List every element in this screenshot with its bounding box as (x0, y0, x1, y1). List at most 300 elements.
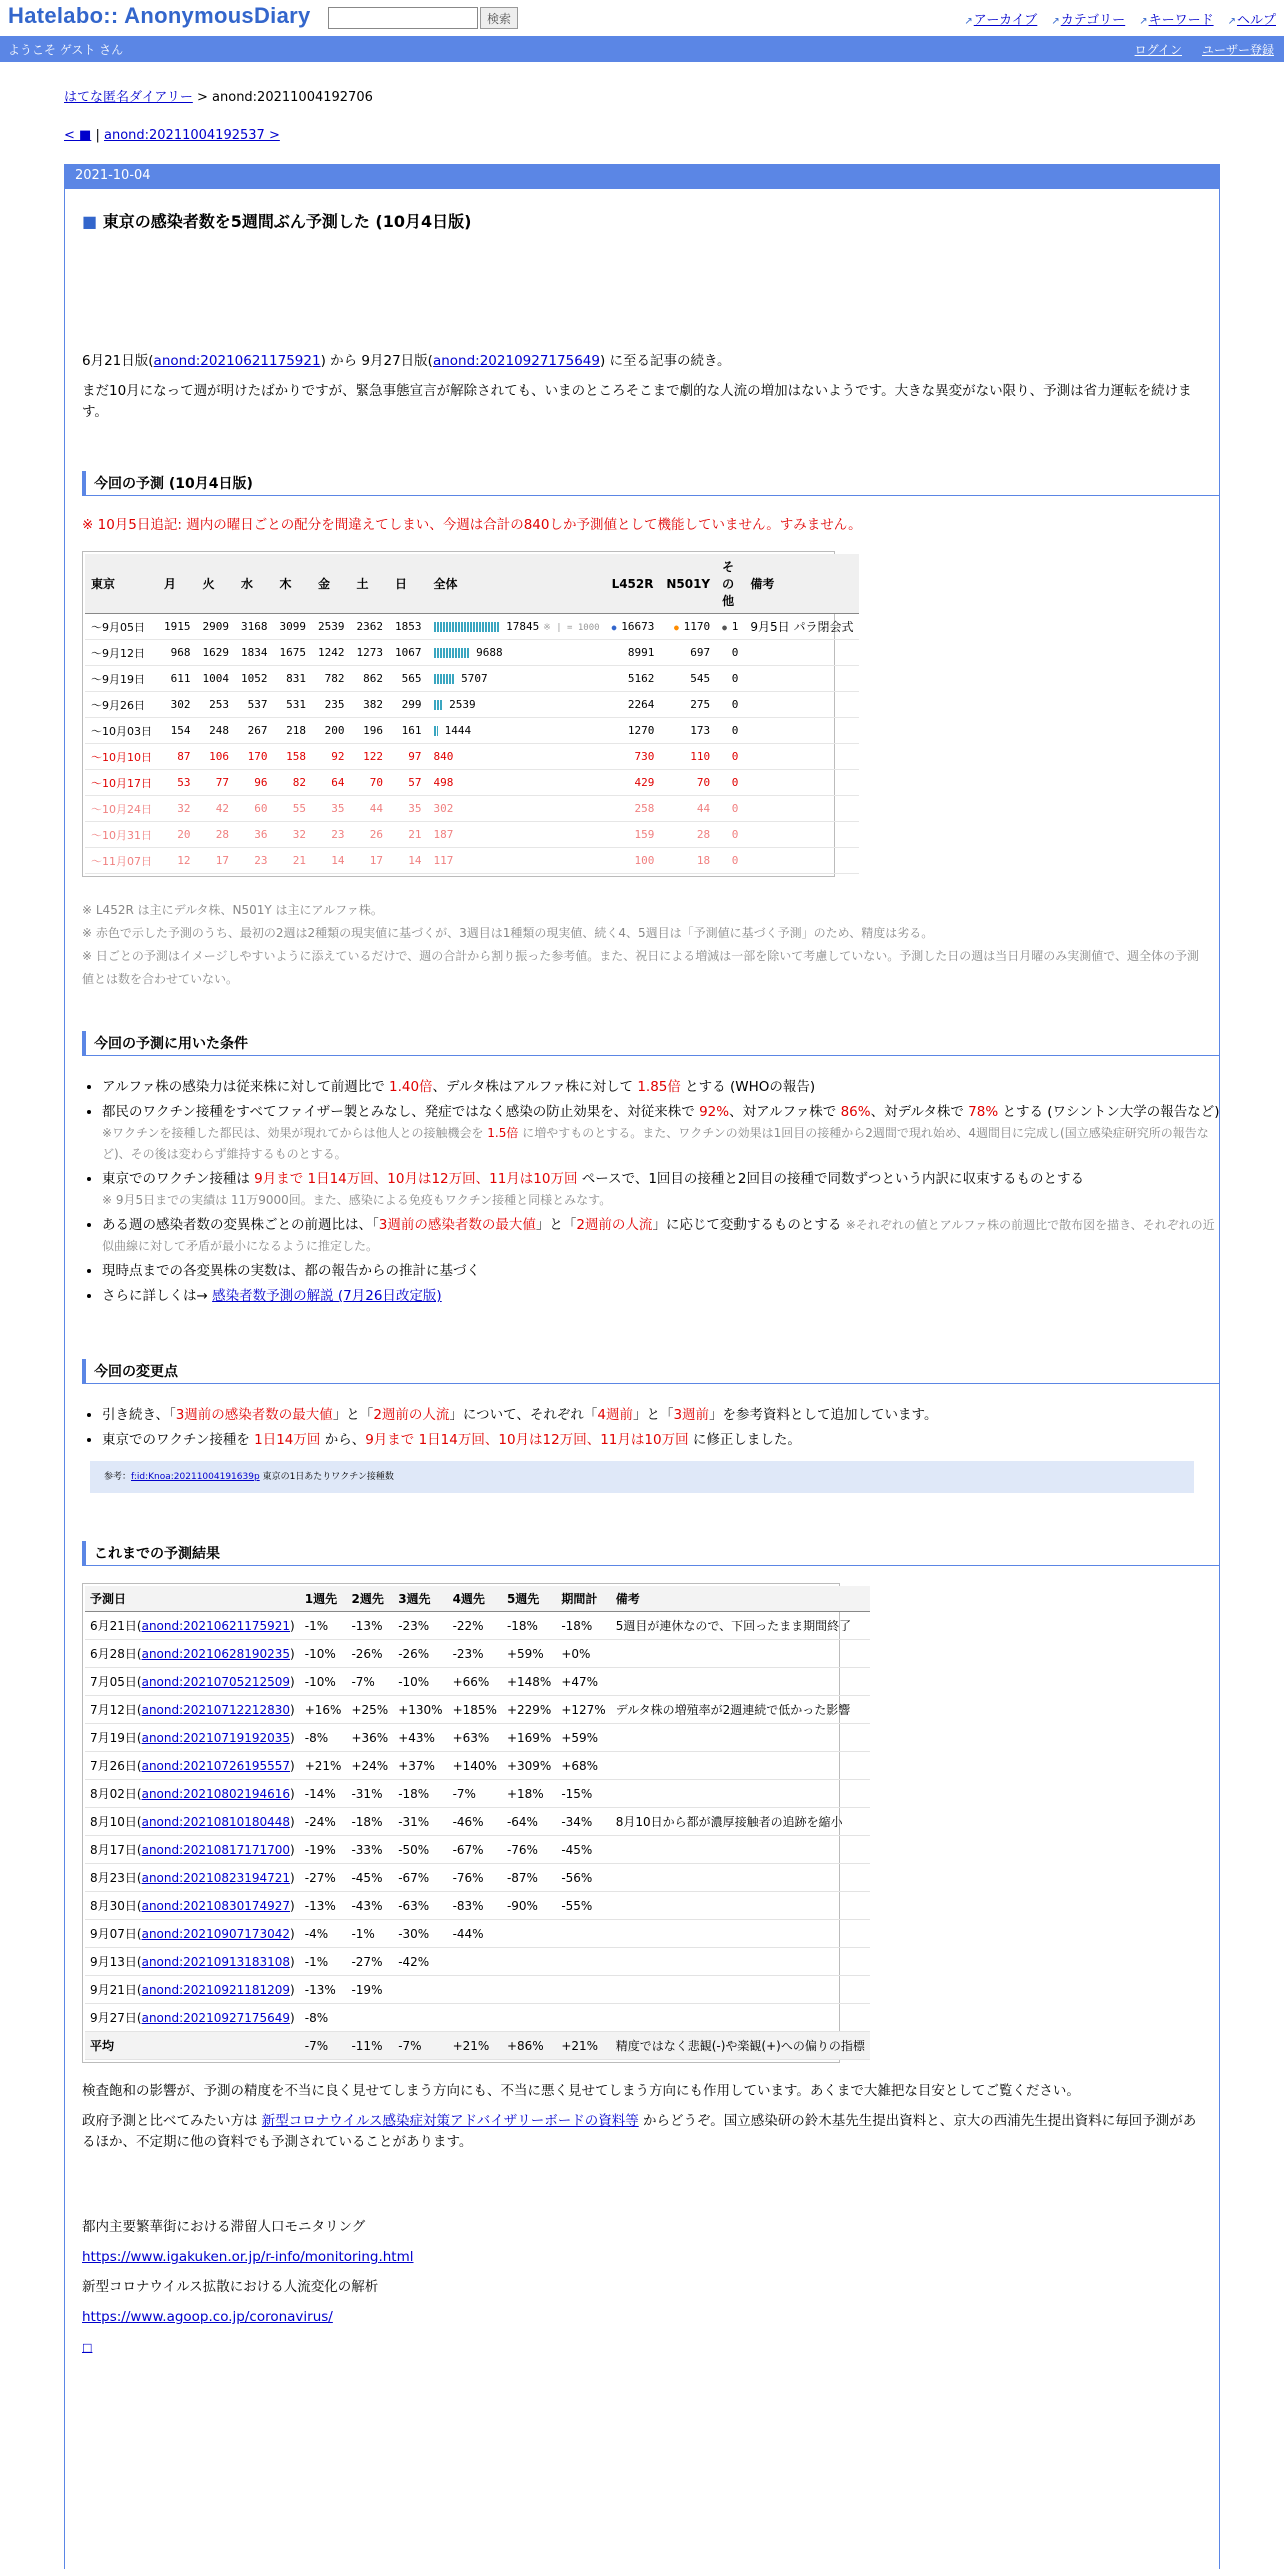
forecast-variant-cell: 275 (660, 692, 716, 718)
forecast-week-label: ～10月03日 (85, 718, 158, 744)
results-value (393, 1976, 447, 2004)
results-average-value: +21% (448, 2032, 502, 2060)
results-row: 9月27日(anond:20210927175649) -8% (85, 2004, 870, 2032)
results-header-cell: 備考 (611, 1586, 870, 1612)
forecast-day-value: 831 (274, 666, 313, 692)
forecast-header-cell: 木 (274, 554, 313, 614)
results-value: +127% (556, 1696, 610, 1724)
forecast-table-wrap (82, 551, 854, 877)
forecast-day-value: 161 (389, 718, 428, 744)
forecast-variant-cell: 8991 (606, 640, 661, 666)
results-value: -26% (346, 1640, 393, 1668)
results-row: 8月23日(anond:20210823194721) -27% -45% -67% -76% -87% -56% (85, 1864, 870, 1892)
results-row: 6月21日(anond:20210621175921) -1% -13% -23% -22% -18% -18% 5週目が連休なので、下回ったまま期間終了 (85, 1612, 870, 1640)
forecast-day-value: 154 (158, 718, 197, 744)
reference-image-link[interactable]: f:id:Knoa:20211004191639p (131, 1472, 260, 1482)
results-value: -27% (300, 1864, 347, 1892)
forecast-header-cell: 火 (197, 554, 236, 614)
forecast-header-cell: 備考 (744, 554, 859, 614)
forecast-week-label: ～10月10日 (85, 744, 158, 770)
forecast-header-cell: その他 (716, 554, 744, 614)
results-value (556, 1976, 610, 2004)
results-value: -7% (448, 1780, 502, 1808)
forecast-header-cell: L452R (606, 554, 661, 614)
results-table-wrap (82, 1583, 865, 2063)
forecast-day-value: 44 (351, 796, 390, 822)
explanation-link[interactable]: 感染者数予測の解説 (7月26日改定版) (212, 1288, 442, 1304)
help-link[interactable]: ↗ ヘルプ (1228, 13, 1276, 28)
forecast-header-cell: 東京 (85, 554, 158, 614)
forecast-variant-cell: 5162 (606, 666, 661, 692)
forecast-day-value: 1004 (197, 666, 236, 692)
results-row: 8月30日(anond:20210830174927) -13% -43% -63% -83% -90% -55% (85, 1892, 870, 1920)
results-value: -33% (346, 1836, 393, 1864)
search-button[interactable]: 検索 (480, 7, 518, 29)
forecast-day-value: 57 (389, 770, 428, 796)
results-value: -23% (448, 1640, 502, 1668)
breadcrumb-home[interactable]: はてな匿名ダイアリー (64, 90, 193, 105)
forecast-day-value: 17 (351, 848, 390, 874)
forecast-day-value: 35 (312, 796, 351, 822)
forecast-total-value: 1444 (444, 724, 472, 737)
results-post-link[interactable]: anond:20210712212830 (141, 1703, 291, 1717)
forecast-day-value: 565 (389, 666, 428, 692)
results-value: -1% (300, 1948, 347, 1976)
forecast-day-value: 200 (312, 718, 351, 744)
results-row: 7月12日(anond:20210712212830) +16% +25% +130% +185% +229% +127% デルタ株の増殖率が2週連続で低かった影響 (85, 1696, 870, 1724)
forecast-memo (744, 718, 859, 744)
forecast-day-value: 382 (351, 692, 390, 718)
forecast-day-value: 1915 (158, 614, 197, 640)
forecast-day-value: 21 (389, 822, 428, 848)
results-memo: デルタ株の増殖率が2週連続で低かった影響 (611, 1696, 870, 1724)
results-value: +229% (502, 1696, 556, 1724)
results-post-link[interactable]: anond:20210830174927 (141, 1899, 291, 1913)
variant-dot-icon: ● (611, 623, 622, 632)
forecast-total-cell (428, 640, 606, 666)
results-value: -50% (393, 1836, 447, 1864)
results-row: 6月28日(anond:20210628190235) -10% -26% -26% -23% +59% +0% (85, 1640, 870, 1668)
post-title-mark[interactable]: ■ (82, 212, 98, 231)
forecast-day-value: 196 (351, 718, 390, 744)
results-value: -10% (393, 1668, 447, 1696)
forecast-day-value: 782 (312, 666, 351, 692)
results-value: -55% (556, 1892, 610, 1920)
forecast-day-value: 20 (158, 822, 197, 848)
forecast-day-value: 92 (312, 744, 351, 770)
conditions-list (82, 1077, 1222, 1311)
results-value: -13% (300, 1892, 347, 1920)
forecast-memo (744, 666, 859, 692)
results-value: +148% (502, 1668, 556, 1696)
results-memo (611, 1948, 870, 1976)
results-value (393, 2004, 447, 2032)
welcome-text: ようこそ ゲスト さん (8, 43, 124, 57)
forecast-day-value: 14 (389, 848, 428, 874)
forecast-variant-cell: 70 (660, 770, 716, 796)
results-value: +21% (300, 1752, 347, 1780)
results-value: -13% (346, 1612, 393, 1640)
forecast-day-value: 64 (312, 770, 351, 796)
forecast-variant-cell: 0 (716, 770, 744, 796)
results-value: -18% (502, 1612, 556, 1640)
forecast-header-cell: 全体 (428, 554, 606, 614)
forecast-day-value: 1853 (389, 614, 428, 640)
forecast-variant-cell: 1270 (606, 718, 661, 744)
forecast-variant-cell: ● 1170 (660, 614, 716, 640)
results-post-link[interactable]: anond:20210705212509 (141, 1675, 291, 1689)
results-post-link[interactable]: anond:20210621175921 (141, 1619, 291, 1633)
results-post-link[interactable]: anond:20210907173042 (141, 1927, 291, 1941)
forecast-day-value: 32 (158, 796, 197, 822)
change-item: • 東京でのワクチン接種を 1日14万回 から、9月まで 1日14万回、10月は12万回、11月は10万回 に修正しました。 (102, 1430, 1222, 1451)
forecast-day-value: 35 (389, 796, 428, 822)
results-row: 7月05日(anond:20210705212509) -10% -7% -10% +66% +148% +47% (85, 1668, 870, 1696)
forecast-row (85, 692, 859, 718)
bar-scale-note: ※ | = 1000 (543, 623, 600, 633)
results-value: -14% (300, 1780, 347, 1808)
results-value (502, 1920, 556, 1948)
results-value: +68% (556, 1752, 610, 1780)
results-header-cell: 5週先 (502, 1586, 556, 1612)
forecast-row (85, 718, 859, 744)
results-value: -30% (393, 1920, 447, 1948)
condition-item: • アルファ株の感染力は従来株に対して前週比で 1.40倍、デルタ株はアルファ株に対して 1.85倍 とする (WHOの報告) (102, 1077, 1222, 1098)
forecast-day-value: 42 (197, 796, 236, 822)
results-value: -7% (346, 1668, 393, 1696)
welcome-bar (0, 36, 1284, 62)
agoop-link[interactable]: https://www.agoop.co.jp/coronavirus/ (82, 2309, 333, 2325)
forecast-day-value: 36 (235, 822, 274, 848)
forecast-day-value: 1242 (312, 640, 351, 666)
results-value: +18% (502, 1780, 556, 1808)
results-row: 8月02日(anond:20210802194616) -14% -31% -18% -7% +18% -15% (85, 1780, 870, 1808)
post-title-text: 東京の感染者数を5週間ぶん予測した (10月4日版) (102, 212, 472, 231)
results-value: -24% (300, 1808, 347, 1836)
results-row: 7月26日(anond:20210726195557) +21% +24% +37% +140% +309% +68% (85, 1752, 870, 1780)
forecast-day-value: 96 (235, 770, 274, 796)
results-value (448, 1976, 502, 2004)
forecast-day-value: 170 (235, 744, 274, 770)
results-value (502, 2004, 556, 2032)
results-row: 7月19日(anond:20210719192035) -8% +36% +43% +63% +169% +59% (85, 1724, 870, 1752)
forecast-day-value: 23 (235, 848, 274, 874)
intro-paragraph-1: 6月21日版(anond:20210621175921) から 9月27日版(anond:20210927175649) に至る記事の続き。 (82, 353, 731, 369)
footer-text-2: 新型コロナウイルス拡散における人流変化の解析 (82, 2279, 379, 2295)
forecast-variant-cell: 2264 (606, 692, 661, 718)
forecast-day-value: 28 (197, 822, 236, 848)
results-post-link[interactable]: anond:20210802194616 (141, 1787, 291, 1801)
results-value: +47% (556, 1668, 610, 1696)
results-value: +59% (502, 1640, 556, 1668)
forecast-variant-cell: 697 (660, 640, 716, 666)
prev-next-nav (64, 128, 280, 143)
forecast-header-cell: 土 (351, 554, 390, 614)
results-value (448, 1948, 502, 1976)
site-logo[interactable]: Hatelabo:: AnonymousDiary (8, 3, 311, 28)
forecast-variant-cell: 28 (660, 822, 716, 848)
forecast-variant-cell: 429 (606, 770, 661, 796)
results-average-value: +21% (556, 2032, 610, 2060)
forecast-variant-cell: 0 (716, 640, 744, 666)
forecast-day-value: 23 (312, 822, 351, 848)
forecast-total-value: 17845 (506, 620, 540, 633)
results-average-memo: 精度ではなく悲観(-)や楽観(+)への偏りの指標 (611, 2032, 870, 2060)
forecast-total-value: 117 (433, 854, 454, 867)
results-value: -19% (346, 1976, 393, 2004)
forecast-total-cell (428, 744, 606, 770)
results-value: -43% (346, 1892, 393, 1920)
results-value (448, 2004, 502, 2032)
forecast-day-value: 2362 (351, 614, 390, 640)
keyword-link[interactable]: ↗ キーワード (1139, 13, 1213, 28)
results-post-link[interactable]: anond:20210823194721 (141, 1871, 291, 1885)
results-memo (611, 1668, 870, 1696)
login-link[interactable]: ログイン (1134, 43, 1182, 57)
forecast-variant-cell: ● 16673 (606, 614, 661, 640)
forecast-day-value: 267 (235, 718, 274, 744)
results-value: -22% (448, 1612, 502, 1640)
results-value: +0% (556, 1640, 610, 1668)
forecast-week-label: ～10月31日 (85, 822, 158, 848)
forecast-day-value: 253 (197, 692, 236, 718)
results-row: 9月21日(anond:20210921181209) -13% -19% (85, 1976, 870, 2004)
results-value: -10% (300, 1640, 347, 1668)
results-value: -44% (448, 1920, 502, 1948)
forecast-day-value: 26 (351, 822, 390, 848)
government-forecast-paragraph: 政府予測と比べてみたい方は 新型コロナウイルス感染症対策アドバイザリーボードの資料等 からどうぞ。国立感染研の鈴木基先生提出資料と、京大の西浦先生提出資料に毎回予測があるほか、不定期に他の資料でも予測されていることがあります。 (82, 2113, 1197, 2150)
forecast-day-value: 77 (197, 770, 236, 796)
forecast-day-value: 2909 (197, 614, 236, 640)
intro-paragraph-2: まだ10月になって週が明けたばかりですが、緊急事態宣言が解除されても、いまのところそこまで劇的な人流の増加はないようです。大きな異変がない限り、予測は省力運転を続けます。 (82, 383, 1192, 420)
next-link[interactable]: anond:20211004192537 > (103, 128, 280, 143)
forecast-day-value: 537 (235, 692, 274, 718)
forecast-memo (744, 744, 859, 770)
results-value (556, 2004, 610, 2032)
results-value: -63% (393, 1892, 447, 1920)
breadcrumb-sep: > (196, 90, 208, 105)
forecast-variant-cell: 100 (606, 848, 661, 874)
results-value: -67% (448, 1836, 502, 1864)
forecast-variant-cell: 0 (716, 718, 744, 744)
results-value: +169% (502, 1724, 556, 1752)
forecast-memo: 9月5日 パラ閉会式 (744, 614, 859, 640)
condition-item: • 都民のワクチン接種をすべてファイザー製とみなし、発症ではなく感染の防止効果を、対従来株で 92%、対アルファ株で 86%、対デルタ株で 78% とする (ワシントン大学の報告など) ※ワクチンを接種した都民は、効果が現れてからは他人との接触機会を 1.5倍 に増やすものとする。また、ワクチンの効果は1回目の接種から2週間で現れ始め、4週間目に完成し(国立感染症研究所の報告など)、その後は変わらず維持するものとする。 (102, 1102, 1222, 1165)
forecast-header-cell: 水 (235, 554, 274, 614)
results-value: -18% (346, 1808, 393, 1836)
results-memo (611, 1724, 870, 1752)
results-value: +24% (346, 1752, 393, 1780)
results-table (85, 1586, 870, 2060)
forecast-variant-cell: 0 (716, 744, 744, 770)
results-header-cell: 予測日 (85, 1586, 300, 1612)
results-post-link[interactable]: anond:20210817171700 (141, 1843, 291, 1857)
results-value: -46% (448, 1808, 502, 1836)
forecast-total-value: 187 (433, 828, 454, 841)
forecast-memo (744, 770, 859, 796)
results-memo (611, 1836, 870, 1864)
forecast-day-value: 235 (312, 692, 351, 718)
intro-link-0621[interactable]: anond:20210621175921 (153, 353, 321, 369)
breadcrumb (64, 86, 373, 105)
forecast-header-cell: N501Y (660, 554, 716, 614)
forecast-day-value: 106 (197, 744, 236, 770)
section-changes-title: 今回の変更点 (82, 1359, 1220, 1384)
forecast-header-cell: 金 (312, 554, 351, 614)
results-value: -26% (393, 1640, 447, 1668)
changes-list (82, 1405, 1222, 1455)
top-bar (0, 0, 1284, 36)
results-post-link[interactable]: anond:20210927175649 (141, 2011, 291, 2025)
forecast-memo (744, 796, 859, 822)
forecast-day-value: 218 (274, 718, 313, 744)
results-value: -34% (556, 1808, 610, 1836)
results-value: -76% (502, 1836, 556, 1864)
section-conditions-title: 今回の予測に用いた条件 (82, 1031, 1220, 1056)
forecast-total-cell (428, 822, 606, 848)
results-value: -13% (300, 1976, 347, 2004)
condition-item: • 東京でのワクチン接種は 9月まで 1日14万回、10月は12万回、11月は10万回 ペースで、1回目の接種と2回目の接種で同数ずつという内訳に収束するものとする ※ 9月5日までの実績は 11万9000回。また、感染による免疫もワクチン接種と同様とみなす。 (102, 1169, 1222, 1211)
forecast-week-label: ～10月24日 (85, 796, 158, 822)
forecast-total-value: 5707 (461, 672, 488, 685)
register-link[interactable]: ユーザー登録 (1201, 43, 1274, 57)
results-memo (611, 1920, 870, 1948)
forecast-bar (434, 726, 439, 736)
results-post-link[interactable]: anond:20210921181209 (141, 1983, 291, 1997)
forecast-day-value: 87 (158, 744, 197, 770)
results-value: -64% (502, 1808, 556, 1836)
forecast-day-value: 248 (197, 718, 236, 744)
igakuken-link[interactable]: https://www.igakuken.or.jp/r-info/monitoring.html (82, 2249, 414, 2265)
condition-item: • さらに詳しくは→ 感染者数予測の解説 (7月26日改定版) (102, 1286, 1222, 1307)
results-value: +130% (393, 1696, 447, 1724)
results-memo (611, 2004, 870, 2032)
results-post-link[interactable]: anond:20210628190235 (141, 1647, 291, 1661)
results-value: -67% (393, 1864, 447, 1892)
results-memo (611, 1976, 870, 2004)
results-average-value: +86% (502, 2032, 556, 2060)
forecast-day-value: 82 (274, 770, 313, 796)
archive-link[interactable]: ↗ アーカイブ (964, 13, 1037, 28)
forecast-note-2: ※ 赤色で示した予測のうち、最初の2週は2種類の現実値に基づくが、3週目は1種類の現実値、続く4、5週目は「予測値に基づく予測」のため、精度は劣る。 (82, 926, 934, 940)
reference-box: 参考：f:id:Knoa:20211004191639p 東京の1日あたりワクチン接種数 (90, 1461, 1194, 1493)
search-input[interactable] (328, 7, 478, 29)
forecast-week-label: ～9月05日 (85, 614, 158, 640)
forecast-total-cell (428, 692, 606, 718)
results-value: +25% (346, 1696, 393, 1724)
forecast-memo (744, 640, 859, 666)
forecast-day-value: 3168 (235, 614, 274, 640)
results-value: -45% (346, 1864, 393, 1892)
results-average-value: -7% (300, 2032, 347, 2060)
section-results-title: これまでの予測結果 (82, 1541, 1220, 1566)
results-note: 検査飽和の影響が、予測の精度を不当に良く見せてしまう方向にも、不当に悪く見せてしまう方向にも作用しています。あくまで大雑把な目安としてご覧ください。 (82, 2083, 1080, 2099)
results-value: -18% (556, 1612, 610, 1640)
forecast-day-value: 21 (274, 848, 313, 874)
forecast-day-value: 17 (197, 848, 236, 874)
results-value (502, 1948, 556, 1976)
results-memo (611, 1864, 870, 1892)
results-value: -19% (300, 1836, 347, 1864)
results-value: -1% (300, 1612, 347, 1640)
results-header-cell: 1週先 (300, 1586, 347, 1612)
results-memo: 8月10日から都が濃厚接触者の追跡を縮小 (611, 1808, 870, 1836)
post-permalink-mark[interactable]: □ (82, 2341, 93, 2354)
results-post-link[interactable]: anond:20210726195557 (141, 1759, 291, 1773)
section-forecast-title: 今回の予測 (10月4日版) (82, 471, 1220, 496)
forecast-day-value: 97 (389, 744, 428, 770)
forecast-total-cell (428, 848, 606, 874)
results-row: 9月13日(anond:20210913183108) -1% -27% -42% (85, 1948, 870, 1976)
results-value: -87% (502, 1864, 556, 1892)
results-value: -1% (346, 1920, 393, 1948)
results-value: -31% (393, 1808, 447, 1836)
forecast-day-value: 968 (158, 640, 197, 666)
results-value: +309% (502, 1752, 556, 1780)
top-links (950, 9, 1276, 28)
results-value: -45% (556, 1836, 610, 1864)
day-section (64, 164, 1220, 2569)
results-header-cell: 2週先 (346, 1586, 393, 1612)
results-row: 8月17日(anond:20210817171700) -19% -33% -50% -67% -76% -45% (85, 1836, 870, 1864)
footer-text-1: 都内主要繁華街における滞留人口モニタリング (82, 2219, 366, 2235)
post-title (82, 209, 471, 232)
forecast-variant-cell: 18 (660, 848, 716, 874)
forecast-variant-cell: 545 (660, 666, 716, 692)
intro-link-0927[interactable]: anond:20210927175649 (432, 353, 600, 369)
results-post-link[interactable]: anond:20210913183108 (141, 1955, 291, 1969)
breadcrumb-current: anond:20211004192706 (212, 90, 373, 105)
correction-note: ※ 10月5日追記: 週内の曜日ごとの配分を間違えてしまい、今週は合計の840しか予測値として機能していません。すみません。 (82, 517, 862, 533)
results-value: -83% (448, 1892, 502, 1920)
forecast-day-value: 32 (274, 822, 313, 848)
results-value: -8% (300, 1724, 347, 1752)
forecast-bar (434, 622, 500, 632)
forecast-total-value: 840 (433, 750, 454, 763)
results-header-cell: 4週先 (448, 1586, 502, 1612)
forecast-notes (82, 899, 1202, 991)
change-item: • 引き続き、「3週前の感染者数の最大値」と「2週前の人流」について、それぞれ「4週前」と「3週前」を参考資料として追加しています。 (102, 1405, 1222, 1426)
advisory-board-link[interactable]: 新型コロナウイルス感染症対策アドバイザリーボードの資料等 (261, 2113, 639, 2129)
forecast-day-value: 1067 (389, 640, 428, 666)
results-post-link[interactable]: anond:20210810180448 (141, 1815, 291, 1829)
results-post-link[interactable]: anond:20210719192035 (141, 1731, 291, 1745)
results-header-cell: 期間計 (556, 1586, 610, 1612)
variant-dot-icon: ● (722, 623, 732, 632)
results-value: +63% (448, 1724, 502, 1752)
forecast-day-value: 1675 (274, 640, 313, 666)
results-value: -4% (300, 1920, 347, 1948)
prev-link[interactable]: < ■ (64, 128, 92, 143)
forecast-variant-cell: 0 (716, 822, 744, 848)
category-link[interactable]: ↗ カテゴリー (1051, 13, 1125, 28)
forecast-variant-cell: 0 (716, 796, 744, 822)
forecast-variant-cell: 0 (716, 848, 744, 874)
results-value: -18% (393, 1780, 447, 1808)
forecast-day-value: 12 (158, 848, 197, 874)
results-value: +36% (346, 1724, 393, 1752)
results-value (346, 2004, 393, 2032)
forecast-bar (434, 674, 455, 684)
forecast-day-value: 122 (351, 744, 390, 770)
results-value: -90% (502, 1892, 556, 1920)
results-average-value: -11% (346, 2032, 393, 2060)
forecast-variant-cell: 0 (716, 666, 744, 692)
forecast-variant-cell: ● 1 (716, 614, 744, 640)
forecast-total-value: 302 (433, 802, 454, 815)
forecast-variant-cell: 0 (716, 692, 744, 718)
forecast-day-value: 1834 (235, 640, 274, 666)
